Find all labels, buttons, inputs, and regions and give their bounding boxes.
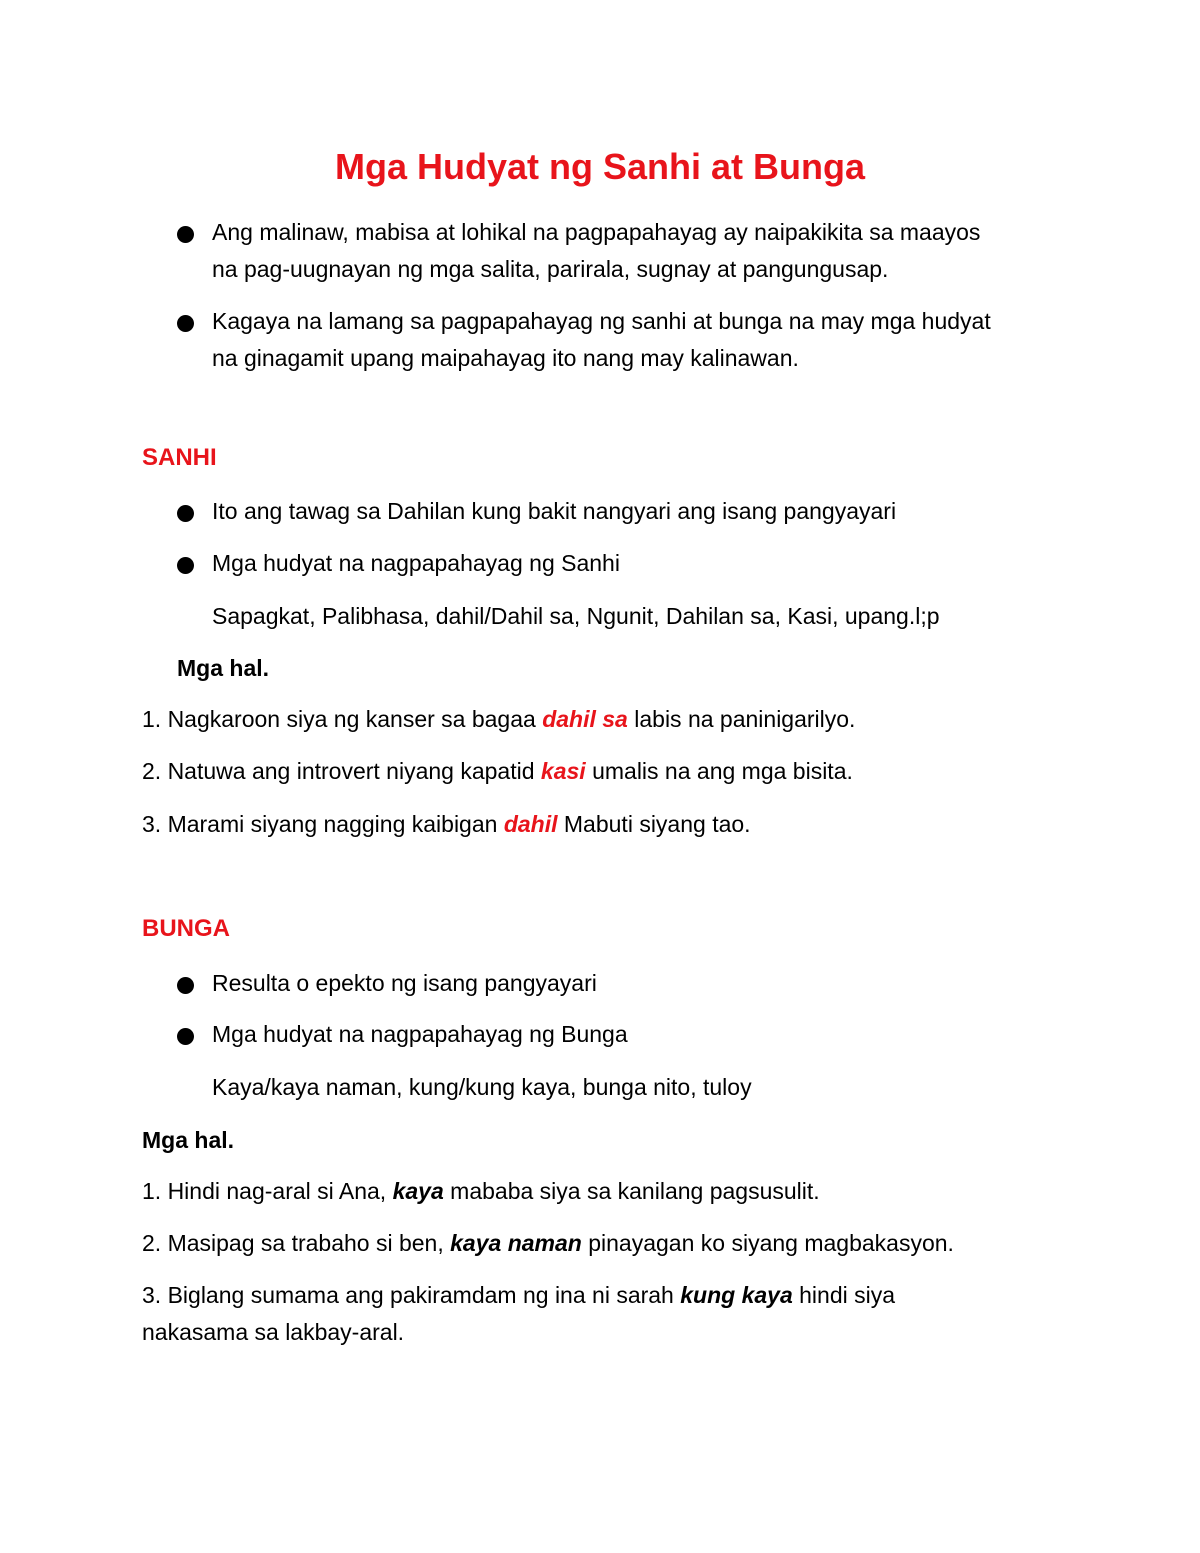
sanhi-example-2: 2. Natuwa ang introvert niyang kapatid kasi umalis na ang mga bisita. [142, 758, 853, 784]
sanhi-heading: SANHI [142, 444, 217, 471]
bunga-bullet-1: Resulta o epekto ng isang pangyayari [212, 970, 597, 996]
bullet-icon [177, 977, 194, 994]
bunga-bullet-2: Mga hudyat na nagpapahayag ng Bunga [212, 1021, 628, 1047]
sanhi-bullet-1: Ito ang tawag sa Dahilan kung bakit nangyari ang isang pangyayari [212, 498, 897, 524]
sanhi-markers: Sapagkat, Palibhasa, dahil/Dahil sa, Ngunit, Dahilan sa, Kasi, upang.l;p [212, 603, 940, 629]
bunga-example-2: 2. Masipag sa trabaho si ben, kaya naman pinayagan ko siyang magbakasyon. [142, 1230, 954, 1256]
sanhi-example-3: 3. Marami siyang nagging kaibigan dahil Mabuti siyang tao. [142, 811, 751, 837]
sanhi-examples-label: Mga hal. [177, 655, 270, 681]
intro-bullet-2-line-2: na ginagamit upang maipahayag ito nang may kalinawan. [212, 345, 799, 371]
bullet-icon [177, 315, 194, 332]
bunga-markers: Kaya/kaya naman, kung/kung kaya, bunga nito, tuloy [212, 1074, 752, 1100]
bunga-heading: BUNGA [142, 915, 230, 942]
page-title: Mga Hudyat ng Sanhi at Bunga [334, 146, 865, 187]
bullet-icon [177, 1028, 194, 1045]
bullet-icon [177, 226, 194, 243]
sanhi-example-1: 1. Nagkaroon siya ng kanser sa bagaa dahil sa labis na paninigarilyo. [142, 706, 856, 732]
bunga-examples-label: Mga hal. [142, 1127, 235, 1153]
intro-bullet-1-line-1: Ang malinaw, mabisa at lohikal na pagpapahayag ay naipakikita sa maayos [212, 219, 981, 245]
bunga-example-3-line-1: 3. Biglang sumama ang pakiramdam ng ina ni sarah kung kaya hindi siya [142, 1282, 896, 1308]
intro-bullet-2-line-1: Kagaya na lamang sa pagpapahayag ng sanhi at bunga na may mga hudyat [212, 308, 991, 334]
bunga-example-3-line-2: nakasama sa lakbay-aral. [142, 1319, 405, 1345]
bullet-icon [177, 557, 194, 574]
bullet-icon [177, 505, 194, 522]
bunga-example-1: 1. Hindi nag-aral si Ana, kaya mababa siya sa kanilang pagsusulit. [142, 1178, 820, 1204]
intro-bullet-1-line-2: na pag-uugnayan ng mga salita, parirala, sugnay at pangungusap. [212, 256, 889, 282]
sanhi-bullet-2: Mga hudyat na nagpapahayag ng Sanhi [212, 550, 620, 576]
